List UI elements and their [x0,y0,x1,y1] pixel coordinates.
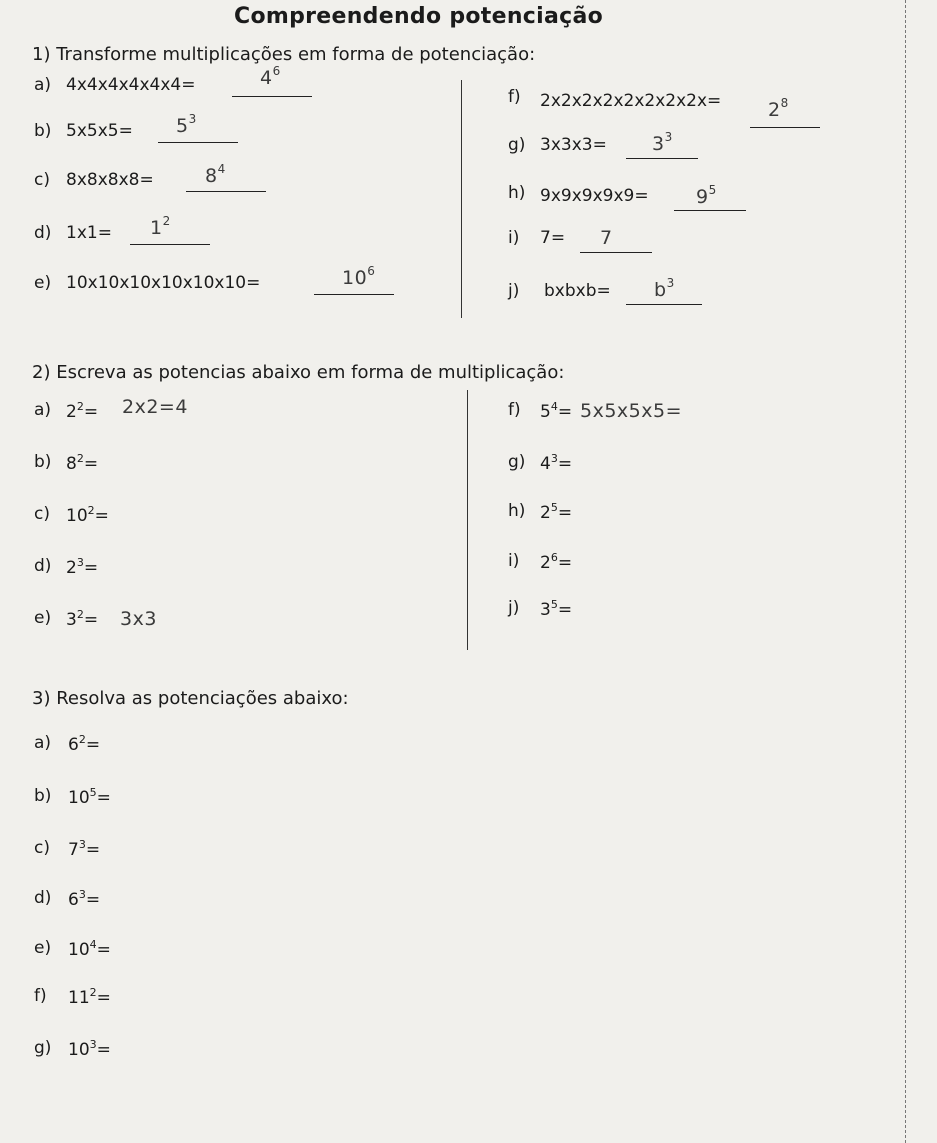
item-power: $3^5=$ [540,598,573,620]
handwritten-answer: $4^6$ [260,64,281,89]
answer-blank[interactable] [232,96,312,97]
item-label: b) [34,121,52,141]
handwritten-answer: 2x2=4 [122,396,188,418]
item-power: $2^5=$ [540,501,573,523]
item-label: d) [34,888,52,908]
section1-divider [461,80,462,318]
item-label: a) [34,733,52,753]
answer-blank[interactable] [626,158,698,159]
item-label: f) [508,87,521,107]
worksheet-title: Compreendendo potenciação [234,4,604,29]
handwritten-answer: $8^4$ [205,162,226,187]
item-expression: bxbxb= [544,281,611,301]
answer-blank[interactable] [580,252,652,253]
item-label: c) [34,504,50,524]
answer-blank[interactable] [130,244,210,245]
handwritten-answer: $10^6$ [342,264,376,289]
item-expression: 7= [540,228,566,248]
handwritten-answer: $b^3$ [654,276,675,301]
item-expression: 4x4x4x4x4x4= [66,75,196,95]
answer-blank[interactable] [674,210,746,211]
handwritten-answer: 3x3 [120,608,157,630]
item-power: $6^2=$ [68,733,101,755]
item-expression: 3x3x3= [540,135,607,155]
item-expression: 8x8x8x8= [66,170,154,190]
item-power: $5^4=$ [540,400,573,422]
item-label: d) [34,556,52,576]
section1-heading: 1) Transforme multiplicações em forma de potenciação: [32,44,536,65]
page-edge [905,0,906,1143]
item-label: j) [508,281,520,301]
item-label: d) [34,223,52,243]
item-power: $2^2=$ [66,400,99,422]
handwritten-answer: $9^5$ [696,183,717,208]
item-label: e) [34,273,52,293]
item-label: j) [508,598,520,618]
handwritten-answer: $5^3$ [176,112,197,137]
item-power: $6^3=$ [68,888,101,910]
answer-blank[interactable] [186,191,266,192]
item-power: $8^2=$ [66,452,99,474]
item-label: a) [34,75,52,95]
answer-blank[interactable] [158,142,238,143]
item-label: g) [508,135,526,155]
handwritten-answer: 5x5x5x5= [580,400,683,422]
item-label: f) [508,400,521,420]
item-label: a) [34,400,52,420]
item-label: b) [34,452,52,472]
item-power: $10^2=$ [66,504,109,526]
item-label: g) [508,452,526,472]
item-label: f) [34,986,47,1006]
item-expression: 1x1= [66,223,112,243]
item-label: e) [34,938,52,958]
item-label: c) [34,838,50,858]
item-expression: 5x5x5= [66,121,133,141]
item-expression: 2x2x2x2x2x2x2x2x= [540,91,722,111]
item-expression: 10x10x10x10x10x10= [66,273,261,293]
section2-heading: 2) Escreva as potencias abaixo em forma de multiplicação: [32,362,565,383]
item-power: $10^5=$ [68,786,111,808]
item-power: $4^3=$ [540,452,573,474]
item-power: $10^3=$ [68,1038,111,1060]
handwritten-answer: $1^2$ [150,214,171,239]
item-label: g) [34,1038,52,1058]
item-power: $7^3=$ [68,838,101,860]
item-power: $2^6=$ [540,551,573,573]
answer-blank[interactable] [626,304,702,305]
answer-blank[interactable] [314,294,394,295]
item-power: $3^2=$ [66,608,99,630]
handwritten-answer: $3^3$ [652,130,673,155]
answer-blank[interactable] [750,127,820,128]
item-label: c) [34,170,50,190]
item-label: h) [508,501,526,521]
item-power: $10^4=$ [68,938,111,960]
item-power: $2^3=$ [66,556,99,578]
section2-divider [467,390,468,650]
handwritten-answer: 7 [600,227,613,249]
item-expression: 9x9x9x9x9= [540,186,649,206]
item-label: e) [34,608,52,628]
item-label: i) [508,551,520,571]
item-label: h) [508,183,526,203]
handwritten-answer: $2^8$ [768,96,789,121]
item-label: i) [508,228,520,248]
section3-heading: 3) Resolva as potenciações abaixo: [32,688,349,709]
item-label: b) [34,786,52,806]
item-power: $11^2=$ [68,986,111,1008]
